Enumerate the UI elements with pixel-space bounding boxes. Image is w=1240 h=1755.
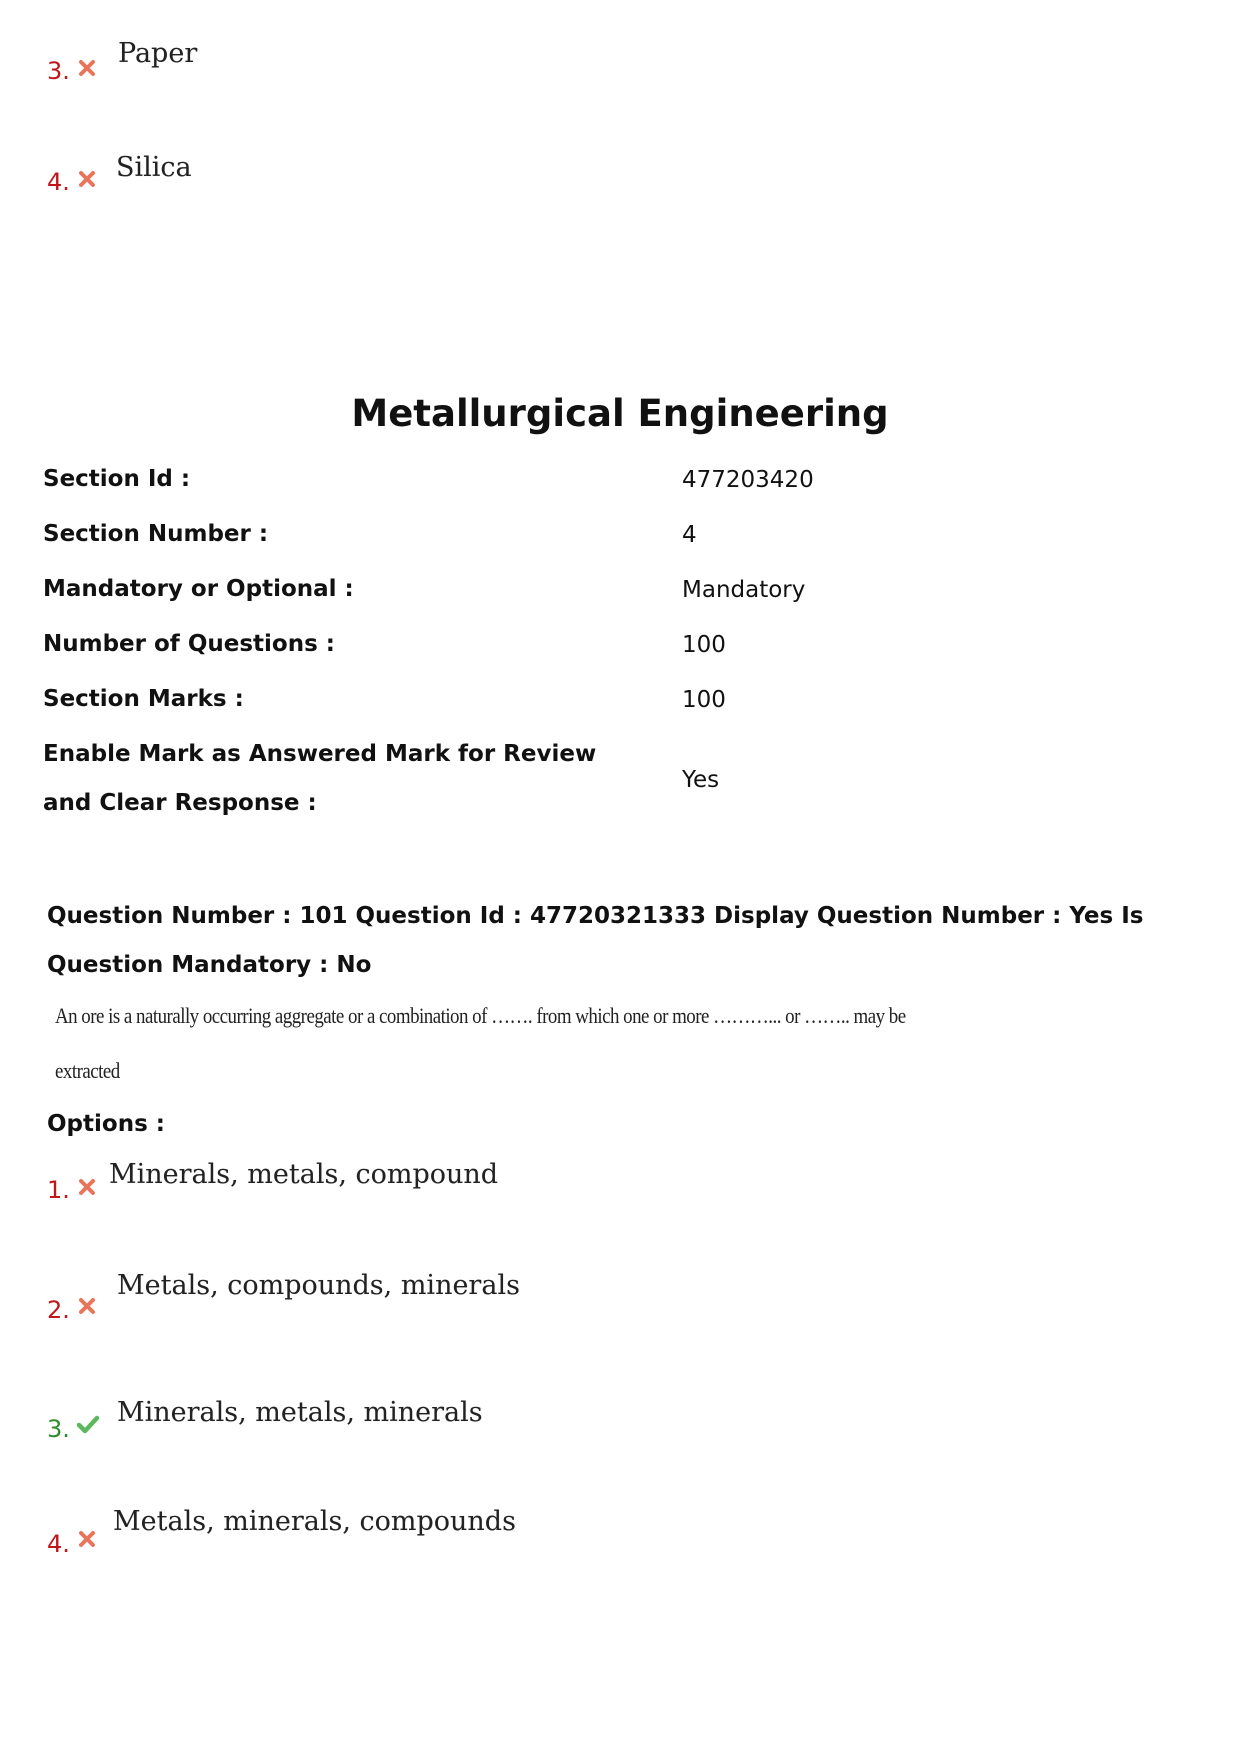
option-number: 3. — [47, 57, 70, 85]
mandatory-optional-label: Mandatory or Optional : — [43, 576, 354, 602]
option-text: Metals, compounds, minerals — [117, 1270, 520, 1301]
option-text: Minerals, metals, compound — [109, 1159, 499, 1190]
cross-icon — [78, 59, 96, 77]
option-number: 4. — [47, 1530, 70, 1558]
options-label: Options : — [47, 1111, 165, 1137]
cross-icon — [78, 1297, 96, 1315]
option-number: 3. — [47, 1415, 70, 1443]
section-number-label: Section Number : — [43, 521, 269, 547]
enable-mark-label: Enable Mark as Answered Mark for Review and Clear Response : — [43, 741, 597, 816]
section-id-value: 477203420 — [682, 467, 814, 493]
cross-icon — [78, 1530, 96, 1548]
question-text-line-2: extracted — [55, 1058, 120, 1083]
option-text: Silica — [116, 152, 192, 183]
section-title: Metallurgical Engineering — [351, 392, 889, 435]
cross-icon — [78, 1178, 96, 1196]
option-number: 2. — [47, 1296, 70, 1324]
option-number: 1. — [47, 1176, 70, 1204]
check-icon — [76, 1414, 100, 1434]
cross-icon — [78, 170, 96, 188]
number-of-questions-value: 100 — [682, 632, 726, 658]
question-header: Question Number : 101 Question Id : 47720321333 Display Question Number : Yes Is Question Mandatory : No — [47, 903, 1144, 978]
option-number: 4. — [47, 168, 70, 196]
section-number-value: 4 — [682, 522, 697, 548]
option-text: Minerals, metals, minerals — [117, 1397, 483, 1428]
option-text: Paper — [118, 38, 198, 69]
section-marks-label: Section Marks : — [43, 686, 244, 712]
question-text-line-1: An ore is a naturally occurring aggregate or a combination of ……. from which one or more ………... or …….. may be — [55, 1003, 906, 1028]
mandatory-optional-value: Mandatory — [682, 577, 806, 603]
enable-mark-value: Yes — [682, 767, 720, 793]
section-marks-value: 100 — [682, 687, 726, 713]
section-id-label: Section Id : — [43, 466, 191, 492]
option-text: Metals, minerals, compounds — [113, 1506, 516, 1537]
number-of-questions-label: Number of Questions : — [43, 631, 335, 657]
